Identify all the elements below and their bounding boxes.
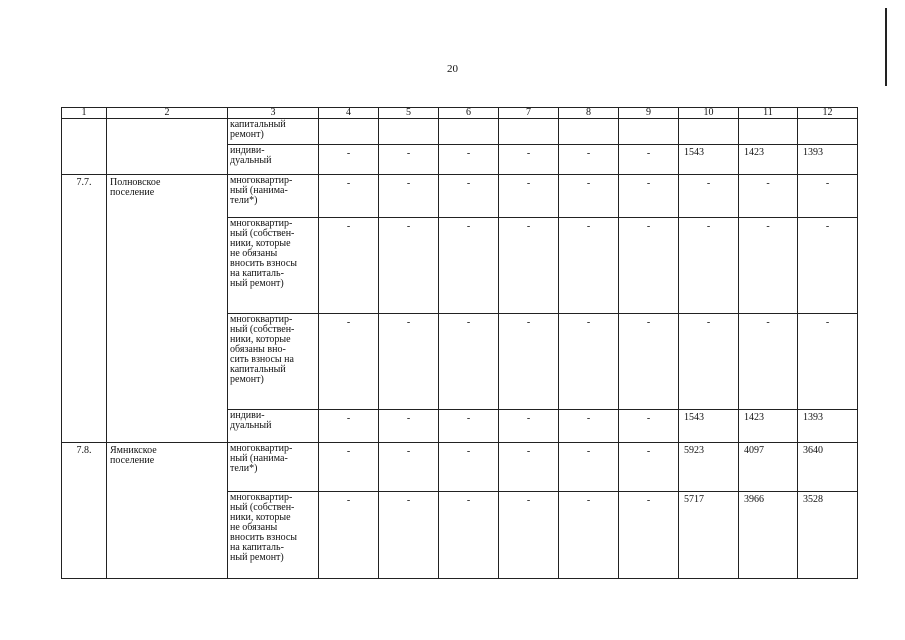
value-cell: - bbox=[679, 175, 739, 218]
value-cell: - bbox=[319, 443, 379, 492]
value-cell: - bbox=[619, 218, 679, 314]
value-cell: - bbox=[499, 145, 559, 175]
value-cell: 1423 bbox=[739, 410, 798, 443]
value-cell: - bbox=[679, 314, 739, 410]
section-number bbox=[62, 119, 107, 175]
value-cell: 5717 bbox=[679, 492, 739, 579]
value-cell: - bbox=[499, 410, 559, 443]
value-cell: - bbox=[379, 218, 439, 314]
table-header-row bbox=[62, 108, 858, 119]
housing-type: многоквартир- ный (собствен- ники, которые не обязаны вносить взносы на капиталь- ный ремонт) bbox=[228, 218, 319, 314]
tariff-table bbox=[61, 107, 858, 579]
column-header: 3 bbox=[228, 108, 319, 119]
value-cell: - bbox=[798, 314, 858, 410]
column-header: 11 bbox=[739, 108, 798, 119]
margin-line bbox=[885, 8, 887, 86]
value-cell: - bbox=[499, 218, 559, 314]
value-cell: 1393 bbox=[798, 410, 858, 443]
column-header: 2 bbox=[107, 108, 228, 119]
value-cell: - bbox=[499, 175, 559, 218]
column-header: 5 bbox=[379, 108, 439, 119]
value-cell: - bbox=[379, 314, 439, 410]
value-cell bbox=[798, 119, 858, 145]
value-cell: - bbox=[619, 410, 679, 443]
value-cell: - bbox=[439, 492, 499, 579]
value-cell: - bbox=[559, 145, 619, 175]
value-cell bbox=[319, 119, 379, 145]
value-cell: 1393 bbox=[798, 145, 858, 175]
value-cell: 3966 bbox=[739, 492, 798, 579]
value-cell: - bbox=[319, 175, 379, 218]
value-cell: 1543 bbox=[679, 145, 739, 175]
column-header: 4 bbox=[319, 108, 379, 119]
value-cell: - bbox=[499, 492, 559, 579]
value-cell: - bbox=[679, 218, 739, 314]
settlement-name bbox=[107, 119, 228, 175]
value-cell: - bbox=[619, 175, 679, 218]
value-cell: - bbox=[319, 314, 379, 410]
table-row bbox=[62, 443, 858, 492]
value-cell: - bbox=[559, 410, 619, 443]
value-cell: - bbox=[499, 314, 559, 410]
housing-type: многоквартир- ный (собствен- ники, которые не обязаны вносить взносы на капиталь- ный ремонт) bbox=[228, 492, 319, 579]
section-number: 7.8. bbox=[62, 443, 107, 579]
housing-type: многоквартир- ный (собствен- ники, которые обязаны вно- сить взносы на капитальный ремонт) bbox=[228, 314, 319, 410]
value-cell: - bbox=[739, 175, 798, 218]
housing-type: индиви- дуальный bbox=[228, 145, 319, 175]
column-header: 6 bbox=[439, 108, 499, 119]
settlement-name: Полновское поселение bbox=[107, 175, 228, 443]
value-cell: - bbox=[559, 218, 619, 314]
value-cell: - bbox=[379, 492, 439, 579]
value-cell bbox=[679, 119, 739, 145]
table-row bbox=[62, 119, 858, 145]
housing-type: многоквартир- ный (нанима- тели*) bbox=[228, 443, 319, 492]
value-cell: - bbox=[559, 443, 619, 492]
value-cell: 3528 bbox=[798, 492, 858, 579]
value-cell: - bbox=[739, 218, 798, 314]
value-cell: - bbox=[379, 410, 439, 443]
column-header: 1 bbox=[62, 108, 107, 119]
column-header: 12 bbox=[798, 108, 858, 119]
column-header: 10 bbox=[679, 108, 739, 119]
column-header: 8 bbox=[559, 108, 619, 119]
value-cell bbox=[439, 119, 499, 145]
value-cell: - bbox=[439, 443, 499, 492]
value-cell: - bbox=[319, 410, 379, 443]
value-cell bbox=[739, 119, 798, 145]
housing-type: индиви- дуальный bbox=[228, 410, 319, 443]
value-cell bbox=[559, 119, 619, 145]
column-header: 7 bbox=[499, 108, 559, 119]
value-cell: - bbox=[319, 218, 379, 314]
settlement-name: Ямникское поселение bbox=[107, 443, 228, 579]
value-cell: 5923 bbox=[679, 443, 739, 492]
housing-type: капитальный ремонт) bbox=[228, 119, 319, 145]
value-cell: 1543 bbox=[679, 410, 739, 443]
value-cell: - bbox=[619, 145, 679, 175]
value-cell: - bbox=[379, 443, 439, 492]
page-number: 20 bbox=[447, 63, 458, 75]
value-cell: - bbox=[379, 175, 439, 218]
value-cell: - bbox=[619, 492, 679, 579]
column-header: 9 bbox=[619, 108, 679, 119]
value-cell bbox=[619, 119, 679, 145]
value-cell: - bbox=[439, 175, 499, 218]
value-cell: - bbox=[619, 443, 679, 492]
housing-type: многоквартир- ный (нанима- тели*) bbox=[228, 175, 319, 218]
section-number: 7.7. bbox=[62, 175, 107, 443]
value-cell: - bbox=[739, 314, 798, 410]
value-cell: - bbox=[439, 218, 499, 314]
table-row bbox=[62, 175, 858, 218]
value-cell: - bbox=[439, 145, 499, 175]
value-cell: - bbox=[379, 145, 439, 175]
value-cell: - bbox=[319, 145, 379, 175]
value-cell: 4097 bbox=[739, 443, 798, 492]
value-cell: - bbox=[499, 443, 559, 492]
value-cell: 1423 bbox=[739, 145, 798, 175]
value-cell: - bbox=[798, 175, 858, 218]
value-cell: - bbox=[439, 410, 499, 443]
value-cell: - bbox=[798, 218, 858, 314]
value-cell: - bbox=[439, 314, 499, 410]
value-cell: - bbox=[559, 175, 619, 218]
value-cell bbox=[379, 119, 439, 145]
value-cell: 3640 bbox=[798, 443, 858, 492]
value-cell: - bbox=[319, 492, 379, 579]
value-cell: - bbox=[559, 314, 619, 410]
value-cell: - bbox=[619, 314, 679, 410]
value-cell bbox=[499, 119, 559, 145]
value-cell: - bbox=[559, 492, 619, 579]
